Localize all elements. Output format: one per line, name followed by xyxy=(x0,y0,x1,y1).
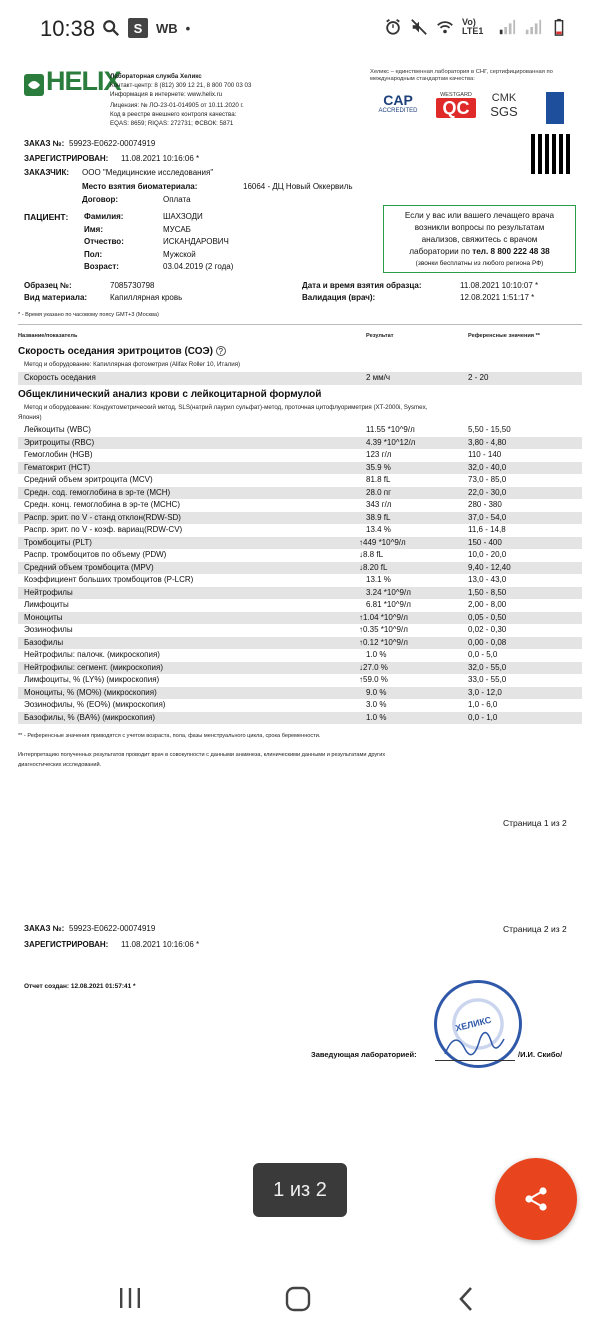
row-reference: 3,0 - 12,0 xyxy=(468,687,502,697)
table-row xyxy=(18,699,582,712)
row-result xyxy=(359,537,406,550)
row-reference: 32,0 - 55,0 xyxy=(468,662,507,672)
row-result xyxy=(359,624,408,637)
row-name: Нейтрофилы: палочк. (микроскопия) xyxy=(24,650,160,659)
table-row xyxy=(18,537,582,550)
validation-value: 12.08.2021 1:51:17 * xyxy=(460,293,535,302)
contract-value: Оплата xyxy=(163,195,191,204)
table-row xyxy=(18,499,582,512)
contract-label: Договор: xyxy=(82,195,119,204)
result-value: 343 г/л xyxy=(366,500,392,509)
row-name: Эозинофилы, % (EO%) (микроскопия) xyxy=(24,700,166,709)
row-reference: 0,0 - 5,0 xyxy=(468,650,498,659)
patient-field-value-0: ШАХЗОДИ xyxy=(163,212,203,221)
col-header-ref: Референсные значения ** xyxy=(468,333,540,339)
page-number-1: Страница 1 из 2 xyxy=(503,818,567,828)
row-reference: 11,6 - 14,8 xyxy=(468,525,506,534)
table-row xyxy=(18,549,582,562)
signature-icon xyxy=(440,1024,510,1064)
taken-label: Дата и время взятия образца: xyxy=(302,281,422,290)
row-reference: 0,05 - 0,50 xyxy=(468,612,507,622)
share-icon xyxy=(522,1185,550,1213)
flag-arrow-icon: ↑ xyxy=(359,675,363,684)
app-badge: S xyxy=(128,18,148,38)
flag-arrow-icon: ↓ xyxy=(359,550,363,559)
table-row xyxy=(18,712,582,725)
client-label: ЗАКАЗЧИК: xyxy=(24,168,70,177)
row-result xyxy=(359,662,388,675)
table-row xyxy=(18,524,582,537)
row-result xyxy=(366,699,386,712)
mute-icon xyxy=(410,18,428,36)
col-header-result: Результат xyxy=(366,333,394,339)
sample-label: Образец №: xyxy=(24,281,72,290)
row-reference: 33,0 - 55,0 xyxy=(468,675,507,684)
row-result xyxy=(366,587,411,600)
row-result xyxy=(359,562,387,575)
row-result xyxy=(366,599,411,612)
flag-arrow-icon: ↑ xyxy=(359,537,363,547)
table-row xyxy=(18,474,582,487)
lab-name: Лабораторная служба Хеликс xyxy=(110,73,202,80)
cap-logo: CAP ACCREDITED xyxy=(378,92,418,114)
result-value: 8.20 fL xyxy=(363,562,388,572)
row-result xyxy=(366,487,391,500)
row-reference: 9,40 - 12,40 xyxy=(468,562,511,572)
row-result xyxy=(366,474,390,487)
table-row xyxy=(18,637,582,650)
row-name: Тромбоциты (PLT) xyxy=(24,537,92,547)
lab-registry: Код в реестре внешнего контроля качества: xyxy=(110,111,237,119)
timezone-note: * - Время указано по часовому поясу GMT+3 (Москва) xyxy=(18,312,159,318)
lab-license: Лицензия: № ЛО-23-01-014905 от 10.11.2020 г. xyxy=(110,102,244,110)
search-icon xyxy=(102,19,120,37)
table-row xyxy=(18,674,582,687)
row-reference: 280 - 380 xyxy=(468,500,502,509)
patient-field-label-0: Фамилия: xyxy=(84,212,124,221)
interpretation-note-1: Интерпретацию полученных результатов проводит врач в совокупности с данными анамнеза, клиническими данными и результатами других xyxy=(18,752,386,758)
row-name: Средний объем тромбоцита (MPV) xyxy=(24,562,154,572)
head-name: /И.И. Скибо/ xyxy=(518,1050,563,1059)
table-row xyxy=(18,574,582,587)
row-reference: 0,00 - 0,08 xyxy=(468,637,507,647)
result-value: 449 *10^9/л xyxy=(363,537,406,547)
table-row xyxy=(18,512,582,525)
result-value: 13.1 % xyxy=(366,575,391,584)
row-name: Лимфоциты, % (LY%) (микроскопия) xyxy=(24,675,160,684)
contact-notice: Если у вас или вашего лечащего врача возникли вопросы по результатам анализов, свяжитесь с врачом лаборатории по тел. 8 800 222 48 38 (звонки бесплатны из любого региона РФ) xyxy=(383,205,576,273)
result-value: 81.8 fL xyxy=(366,475,391,484)
status-right-icons xyxy=(384,18,568,36)
row-reference: 150 - 400 xyxy=(468,537,502,547)
accreditation-text: Хеликс – единственная лаборатория в СНГ, сертифицированная по международным стандартам качества: xyxy=(370,69,553,82)
order-label: ЗАКАЗ №: xyxy=(24,139,65,148)
row-result xyxy=(366,512,390,525)
lab-eqas: EQAS: 8659; RIQAS: 272731; ФСВОК: 5871 xyxy=(110,120,234,128)
flag-arrow-icon: ↓ xyxy=(359,662,363,672)
cbc-method-2: Япония) xyxy=(18,414,42,421)
row-result xyxy=(366,524,391,537)
row-reference: 22,0 - 30,0 xyxy=(468,487,507,497)
row-name: Эозинофилы xyxy=(24,625,73,634)
result-value: 8.8 fL xyxy=(363,550,384,559)
table-row xyxy=(18,449,582,462)
cbc-title: Общеклинический анализ крови с лейкоцитарной формулой xyxy=(18,389,322,400)
patient-field-value-1: МУСАБ xyxy=(163,225,191,234)
lab-info xyxy=(110,72,310,129)
p2-order-number: 59923-E0622-00074919 xyxy=(69,924,156,933)
back-button[interactable] xyxy=(455,1286,479,1312)
reference-note: ** - Референсные значения приводятся с учетом возраста, пола, фазы менструального цикла, срока беременности. xyxy=(18,733,321,739)
result-value: 28.0 пг xyxy=(366,487,392,497)
row-reference: 32,0 - 40,0 xyxy=(468,462,507,472)
flag-arrow-icon: ↑ xyxy=(359,612,363,622)
result-value: 0.35 *10^9/л xyxy=(363,625,408,634)
row-name: Гематокрит (HCT) xyxy=(24,462,91,472)
recent-apps-button[interactable] xyxy=(118,1286,142,1310)
row-reference: 3,80 - 4,80 xyxy=(468,437,507,447)
result-value: 13.4 % xyxy=(366,525,391,534)
row-result xyxy=(366,462,391,475)
table-row xyxy=(18,687,582,700)
signal-icon xyxy=(498,18,516,36)
row-reference: 0,0 - 1,0 xyxy=(468,712,498,722)
result-value: 0.12 *10^9/л xyxy=(363,637,408,647)
row-name: Распр. тромбоцитов по объему (PDW) xyxy=(24,550,167,559)
clock: 10:38 xyxy=(40,16,96,41)
row-result xyxy=(366,687,386,700)
network-label: Vo) LTE1 xyxy=(462,17,484,36)
row-name: Моноциты xyxy=(24,612,63,622)
result-value: 1.0 % xyxy=(366,650,387,659)
result-value: 3.0 % xyxy=(366,700,387,709)
qc-logo: WESTGARD QC xyxy=(436,92,476,118)
status-bar xyxy=(0,0,600,62)
table-row xyxy=(18,562,582,575)
wifi-icon xyxy=(436,18,454,36)
row-name: Средн. сод. гемоглобина в эр-те (MCH) xyxy=(24,487,171,497)
p2-registered-label: ЗАРЕГИСТРИРОВАН: xyxy=(24,940,109,949)
row-name: Средн. конц. гемоглобина в эр-те (MCHC) xyxy=(24,500,180,509)
p2-order-label: ЗАКАЗ №: xyxy=(24,924,65,933)
row-result xyxy=(359,549,383,562)
row-reference: 37,0 - 54,0 xyxy=(468,512,507,522)
row-result xyxy=(359,612,408,625)
table-row xyxy=(18,487,582,500)
patient-field-label-3: Пол: xyxy=(84,250,103,259)
result-value: 6.81 *10^9/л xyxy=(366,600,411,609)
patient-field-value-3: Мужской xyxy=(163,250,196,259)
result-value: 38.9 fL xyxy=(366,512,391,522)
row-reference: 2,00 - 8,00 xyxy=(468,600,507,609)
row-result xyxy=(366,649,386,662)
result-value: 11.55 *10^9/л xyxy=(366,425,415,434)
row-name: Эритроциты (RBC) xyxy=(24,437,95,447)
row-result xyxy=(366,574,391,587)
table-row: Скорость оседания 2 мм/ч 2 - 20 xyxy=(18,372,582,385)
row-name: Базофилы, % (BA%) (микроскопия) xyxy=(24,712,156,722)
share-button[interactable] xyxy=(495,1158,577,1240)
globalgap-logo-icon xyxy=(546,92,564,124)
flag-arrow-icon: ↑ xyxy=(359,637,363,647)
row-result xyxy=(366,424,415,437)
report-created: Отчет создан: 12.08.2021 01:57:41 * xyxy=(24,983,136,990)
row-name: Распр. эрит. по V - коэф. вариац(RDW-CV) xyxy=(24,525,183,534)
row-reference: 13,0 - 43,0 xyxy=(468,575,507,584)
result-value: 27.0 % xyxy=(363,662,388,672)
place-label: Место взятия биоматериала: xyxy=(82,182,198,191)
app-label: WB xyxy=(156,20,178,36)
result-value: 4.39 *10^12/л xyxy=(366,437,416,447)
row-reference: 5,50 - 15,50 xyxy=(468,425,511,434)
table-row xyxy=(18,587,582,600)
col-header-name: Название/показатель xyxy=(18,333,78,339)
esr-title: Скорость оседания эритроцитов (СОЭ) ? xyxy=(18,346,226,357)
cbc-method-1: Метод и оборудование: Кондуктометрический метод, SLS(натрий лаурил сульфат)-метод, проточная цитофлуориметрия (XT-2000i, Sysmex, xyxy=(24,404,428,411)
battery-icon xyxy=(550,18,568,36)
accreditation-logos xyxy=(370,92,570,128)
result-value: 3.24 *10^9/л xyxy=(366,587,411,597)
lab-stamp-icon: ХЕЛИКС xyxy=(434,980,522,1068)
status-left-icons xyxy=(102,18,190,38)
row-result xyxy=(366,712,386,725)
row-name: Гемоглобин (HGB) xyxy=(24,450,93,459)
row-name: Моноциты, % (MO%) (микроскопия) xyxy=(24,687,157,697)
registered-label: ЗАРЕГИСТРИРОВАН: xyxy=(24,154,109,163)
row-reference: 0,02 - 0,30 xyxy=(468,625,507,634)
lab-contact: Контакт-центр: 8 (812) 309 12 21, 8 800 700 03 03 xyxy=(110,82,252,90)
table-row xyxy=(18,612,582,625)
document-page-1 xyxy=(0,62,600,872)
row-reference: 73,0 - 85,0 xyxy=(468,475,507,484)
row-name: Средний объем эритроцита (MCV) xyxy=(24,475,153,484)
result-value: 9.0 % xyxy=(366,687,387,697)
esr-method: Метод и оборудование: Капиллярная фотометрия (Alifax Roller 10, Италия) xyxy=(24,361,241,368)
patient-field-label-4: Возраст: xyxy=(84,262,119,271)
navigation-bar xyxy=(0,1262,600,1332)
interpretation-note-2: диагностических исследований. xyxy=(18,762,102,768)
flag-arrow-icon: ↑ xyxy=(359,625,363,634)
table-row xyxy=(18,462,582,475)
signal-2-icon xyxy=(524,18,542,36)
row-reference: 1,0 - 6,0 xyxy=(468,700,498,709)
result-value: 123 г/л xyxy=(366,450,392,459)
row-name: Нейтрофилы: сегмент. (микроскопия) xyxy=(24,662,163,672)
row-name: Распр. эрит. по V - станд отклон(RDW-SD) xyxy=(24,512,181,522)
result-value: 35.9 % xyxy=(366,462,391,472)
registered-date: 11.08.2021 10:16:06 * xyxy=(121,154,200,163)
validation-label: Валидация (врач): xyxy=(302,293,376,302)
row-result xyxy=(366,437,415,450)
client-value: ООО "Медицинские исследования" xyxy=(82,168,214,177)
row-result xyxy=(366,499,391,512)
result-value: 1.0 % xyxy=(366,712,387,722)
notification-dot: • xyxy=(185,20,191,36)
row-name: Лимфоциты xyxy=(24,600,69,609)
row-name: Лейкоциты (WBC) xyxy=(24,425,91,434)
table-row xyxy=(18,649,582,662)
table-row xyxy=(18,624,582,637)
table-row xyxy=(18,662,582,675)
page-gap xyxy=(0,872,600,894)
logo-text: HELIX xyxy=(46,66,121,96)
alarm-icon xyxy=(384,18,402,36)
order-number: 59923-E0622-00074919 xyxy=(69,139,156,148)
patient-field-label-2: Отчество: xyxy=(84,237,124,246)
table-row xyxy=(18,599,582,612)
row-result xyxy=(359,674,388,687)
result-value: 59.0 % xyxy=(363,675,388,684)
row-reference: 10,0 - 20,0 xyxy=(468,550,507,559)
patient-field-value-4: 03.04.2019 (2 года) xyxy=(163,262,234,271)
info-icon: ? xyxy=(216,346,226,356)
table-row xyxy=(18,437,582,450)
row-name: Базофилы xyxy=(24,637,64,647)
patient-label: ПАЦИЕНТ: xyxy=(24,212,69,222)
place-value: 16064 - ДЦ Новый Оккервиль xyxy=(243,182,353,191)
row-result xyxy=(366,449,391,462)
sgs-logo: CMK SGS xyxy=(490,92,518,119)
row-reference: 110 - 140 xyxy=(468,450,502,459)
table-row xyxy=(18,424,582,437)
page-number-2: Страница 2 из 2 xyxy=(503,924,567,934)
row-name: Нейтрофилы xyxy=(24,587,73,597)
head-label: Заведующая лабораторией: xyxy=(311,1050,417,1059)
home-button[interactable] xyxy=(285,1286,311,1312)
p2-registered-date: 11.08.2021 10:16:06 * xyxy=(121,940,200,949)
material-label: Вид материала: xyxy=(24,293,88,302)
material-value: Капиллярная кровь xyxy=(110,293,183,302)
row-result xyxy=(359,637,408,650)
row-name: Коэффициент больших тромбоцитов (P-LCR) xyxy=(24,575,194,584)
patient-field-value-2: ИСКАНДАРОВИЧ xyxy=(163,237,229,246)
patient-field-label-1: Имя: xyxy=(84,225,103,234)
lab-web: Информация в интернете: www.helix.ru xyxy=(110,91,223,99)
row-reference: 1,50 - 8,50 xyxy=(468,587,507,597)
taken-value: 11.08.2021 10:10:07 * xyxy=(460,281,539,290)
flag-arrow-icon: ↓ xyxy=(359,562,363,572)
qr-code-icon xyxy=(531,134,571,174)
page-indicator: 1 из 2 xyxy=(253,1163,347,1217)
sample-number: 7085730798 xyxy=(110,281,155,290)
result-value: 1.04 *10^9/л xyxy=(363,612,408,622)
